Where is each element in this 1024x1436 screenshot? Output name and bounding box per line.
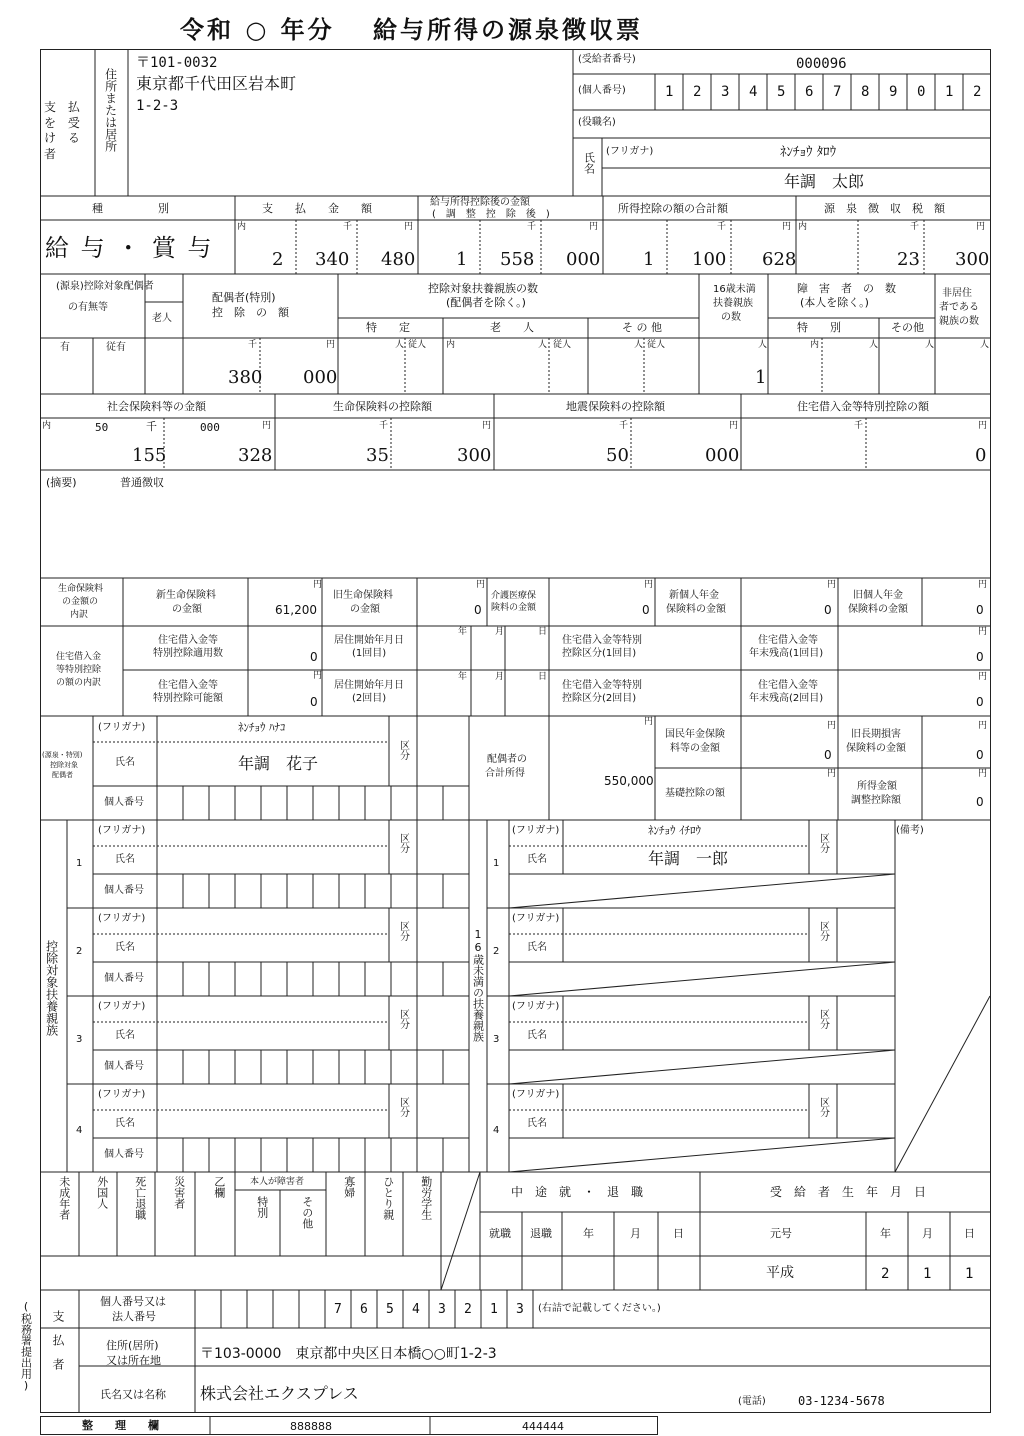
housing-loan-header: 住宅借入金等特別控除の額 (797, 400, 929, 413)
unit-en: 円 (482, 421, 492, 431)
unit-sen: 千 (343, 222, 353, 232)
spouse-income-label: 配偶者の (487, 754, 527, 765)
zandaka1: 0 (976, 650, 984, 664)
tax-thousand: 23 (897, 249, 920, 270)
u16-num-4: 4 (493, 1125, 500, 1136)
new-pension-label2: 保険料の金額 (666, 604, 726, 615)
unit-day: 日 (538, 672, 548, 682)
unit-year: 年 (458, 627, 468, 637)
payer-name: 株式会社エクスプレス (200, 1384, 359, 1403)
unit-en: 円 (262, 421, 272, 431)
chuto-day: 日 (673, 1227, 684, 1240)
dep-kubun-label: 区分 (397, 921, 409, 941)
seiri-value-1: 888888 (290, 1420, 332, 1433)
unit-sen: 千 (379, 421, 389, 431)
dep-personal-no-label: 個人番号 (104, 1149, 144, 1160)
social-uchi-yen: 000 (200, 421, 220, 434)
birth-year: 2 (881, 1266, 890, 1282)
unit-sen: 千 (527, 222, 537, 232)
deduction-total-million: 1 (643, 249, 655, 270)
unit-en: 円 (978, 421, 988, 431)
unit-uchi: 内 (810, 340, 820, 350)
old-pension-amount: 0 (976, 603, 984, 617)
unit-sen: 千 (854, 421, 864, 431)
start2-label2: (2回目) (352, 693, 387, 704)
housing-loan-amount: 0 (975, 445, 987, 466)
personal-no-digit: 4 (749, 84, 758, 100)
after-deduction-header: 給与所得控除後の金額 (430, 197, 530, 208)
adjust-label: 所得金額 (857, 781, 897, 792)
unit-sen: 千 (717, 222, 727, 232)
address-label: 住所または居所 (103, 68, 118, 152)
payer-label: 支払者 (51, 1310, 65, 1382)
start2-label: 居住開始年月日 (334, 680, 404, 691)
u16-furigana-label: (フリガナ) (512, 913, 560, 924)
personal-no-digit: 2 (973, 84, 982, 100)
dependents-label: 控除対象扶養親族 (44, 940, 59, 1036)
kubun1-label2: 控除区分(1回目) (562, 648, 637, 659)
old-life-label2: の金額 (350, 604, 380, 615)
unit-juunin: 従人 (647, 340, 666, 350)
juyu-label: 従有 (106, 342, 126, 353)
kokumin-label: 国民年金保険 (665, 729, 725, 740)
personal-no-digit: 5 (777, 84, 786, 100)
unit-en: 円 (827, 721, 837, 731)
housing-possible-label2: 特別控除可能額 (153, 693, 223, 704)
seiri-value-2: 444444 (522, 1420, 564, 1433)
after-deduction-million: 1 (456, 249, 468, 270)
life-insurance-yen: 300 (457, 445, 492, 466)
flag-disaster: 災害者 (172, 1176, 186, 1209)
dep-kubun-label: 区分 (397, 1097, 409, 1117)
spouse-name: 年調 花子 (238, 754, 319, 773)
recipient-name: 年調 太郎 (784, 172, 865, 191)
quake-insurance-header: 地震保険料の控除額 (566, 400, 665, 413)
u16-kubun-label: 区分 (817, 833, 829, 853)
payer-no-digit: 1 (490, 1302, 498, 1317)
pay-header: 支 払 金 額 (262, 202, 372, 215)
shogai-header: 障 害 者 の 数 (797, 282, 896, 295)
furigana-label: (フリガナ) (606, 146, 654, 157)
zandaka2-label: 住宅借入金等 (758, 680, 818, 691)
flag-disabled-special: 特別 (255, 1196, 269, 1218)
unit-uchi: 内 (42, 421, 52, 431)
unit-nin: 人 (925, 340, 935, 350)
rojin-header: 老 人 (490, 321, 534, 334)
life-detail-label3: 内訳 (70, 610, 89, 620)
after-deduction-yen: 000 (566, 249, 601, 270)
dependents-count-header: 控除対象扶養親族の数 (428, 282, 538, 295)
housing-detail-label3: の額の内訳 (56, 678, 102, 688)
u16-name-label: 氏名 (527, 942, 547, 953)
flag-self-disabled: 本人が障害者 (250, 1177, 305, 1187)
adjust-label2: 調整控除額 (851, 795, 901, 806)
unit-sen: 千 (146, 420, 157, 433)
unit-en: 円 (326, 340, 336, 350)
name-label: 氏名 (582, 152, 596, 174)
social-insurance-thousand: 155 (132, 445, 167, 466)
flag-working-student: 勤労学生 (419, 1176, 433, 1220)
sonota-header: そ の 他 (622, 321, 662, 334)
dep-name-label: 氏名 (115, 854, 135, 865)
spouse-taisho-header: (源泉)控除対象配偶者 (56, 281, 154, 292)
dep-num-2: 2 (76, 946, 83, 957)
old-pension-label2: 保険料の金額 (848, 604, 908, 615)
spouse-umu-header: の有無等 (68, 302, 108, 313)
flag-otsu: 乙欄 (212, 1176, 226, 1198)
recipient-address-line2: 1-2-3 (136, 98, 179, 114)
recipient-furigana: ﾈﾝﾁｮｳ ﾀﾛｳ (780, 145, 837, 160)
recipient-label: 支 払 を 受 け る 者 (44, 100, 84, 161)
new-life-label: 新生命保険料 (156, 590, 216, 601)
spouse-personal-no-label: 個人番号 (104, 797, 144, 808)
payer-addr-label: 住所(居所) (106, 1339, 159, 1352)
unit-en: 円 (729, 421, 739, 431)
payer-no-note: (右詰で記載してください。) (538, 1303, 661, 1314)
unit-sen: 千 (910, 222, 920, 232)
unit-en: 円 (827, 769, 837, 779)
social-uchi-thousand: 50 (95, 421, 109, 434)
unit-month: 月 (495, 672, 505, 682)
u16-first-name: 年調 一郎 (648, 849, 729, 868)
tekiyo-text: 普通徴収 (120, 476, 164, 489)
housing-detail-label2: 等特別控除 (56, 665, 102, 675)
unit-sen: 千 (619, 421, 629, 431)
payer-name-label: 氏名又は名称 (100, 1388, 166, 1401)
dep-num-1: 1 (76, 858, 83, 869)
new-pension-amount: 0 (824, 603, 832, 617)
payer-no-digit: 3 (438, 1302, 446, 1317)
unit-en: 円 (976, 222, 986, 232)
spouse-detail-label3: 配偶者 (52, 771, 73, 779)
unit-nin: 人 (980, 340, 990, 350)
dep-name-label: 氏名 (115, 1118, 135, 1129)
life-detail-label: 生命保険料 (58, 584, 104, 594)
biko-label: (備考) (896, 825, 924, 836)
tax-header: 源 泉 徴 収 税 額 (824, 202, 945, 215)
new-pension-label: 新個人年金 (669, 590, 719, 601)
personal-no-digit: 3 (721, 84, 730, 100)
personal-no-digit: 7 (833, 84, 842, 100)
unit-nin: 人 (634, 340, 644, 350)
zandaka1-label: 住宅借入金等 (758, 635, 818, 646)
birth-year-label: 年 (880, 1227, 891, 1240)
unit-sen: 千 (248, 340, 258, 350)
type-header: 種 別 (92, 202, 169, 215)
payer-addr-label2: 又は所在地 (106, 1354, 161, 1367)
unit-en: 円 (978, 769, 988, 779)
payer-no-digit: 4 (412, 1302, 420, 1317)
recipient-no: 000096 (796, 56, 847, 72)
unit-day: 日 (538, 627, 548, 637)
chuto-header: 中 途 就 ・ 退 職 (511, 1185, 644, 1199)
unit-year: 年 (458, 672, 468, 682)
adjust-amount: 0 (976, 795, 984, 809)
dependents-count-subheader: (配偶者を除く。) (446, 296, 526, 309)
u16-num-3: 3 (493, 1034, 500, 1045)
care-label2: 険料の金額 (491, 603, 537, 613)
start1-label: 居住開始年月日 (334, 635, 404, 646)
payer-no-digit: 5 (386, 1302, 394, 1317)
payer-no-digit: 6 (360, 1302, 368, 1317)
deduction-total-thousand: 100 (692, 249, 727, 270)
spouse-deduction-thousand: 380 (228, 367, 263, 388)
life-detail-label2: の金額の (62, 597, 99, 607)
unit-en: 円 (978, 672, 988, 682)
personal-no-digit: 1 (665, 84, 674, 100)
unit-uchi: 内 (798, 222, 808, 232)
u16-kubun-label: 区分 (817, 1009, 829, 1029)
unit-en: 円 (589, 222, 599, 232)
flag-widow: 寡婦 (342, 1176, 356, 1198)
u16-name-label: 氏名 (527, 1030, 547, 1041)
payer-no-label: 個人番号又は (100, 1295, 166, 1308)
u16-name-label: 氏名 (527, 854, 547, 865)
unit-en: 円 (404, 222, 414, 232)
birth-month: 1 (923, 1266, 932, 1282)
hikyoju-header2: 者である (939, 302, 979, 313)
unit-nin: 人 (395, 340, 405, 350)
u16-num-2: 2 (493, 946, 500, 957)
old-life-label: 旧生命保険料 (333, 590, 393, 601)
unit-en: 円 (644, 717, 654, 727)
housing-count: 0 (310, 650, 318, 664)
unit-en: 円 (827, 580, 837, 590)
unit-uchi: 内 (237, 222, 247, 232)
pay-amount-yen: 480 (381, 249, 416, 270)
pay-amount-million: 2 (272, 249, 284, 270)
unit-month: 月 (495, 627, 505, 637)
old-longterm-amount: 0 (976, 748, 984, 762)
dep-furigana-label: (フリガナ) (98, 1001, 146, 1012)
zandaka2-label2: 年末残高(2回目) (749, 693, 824, 704)
spouse-furigana: ﾈﾝﾁｮｳ ﾊﾅｺ (238, 721, 286, 734)
chuto-year: 年 (583, 1227, 594, 1240)
u16-first-furigana: ﾈﾝﾁｮｳ ｲﾁﾛｳ (648, 824, 701, 837)
unit-en: 円 (313, 671, 323, 681)
life-insurance-thousand: 35 (366, 445, 389, 466)
personal-no-digit: 8 (861, 84, 870, 100)
social-insurance-yen: 328 (238, 445, 273, 466)
flag-death-retirement: 死亡退職 (133, 1176, 147, 1220)
u16-count: 1 (755, 367, 767, 388)
seiri-label: 整 理 欄 (82, 1419, 159, 1432)
shogai-subheader: (本人を除く。) (800, 296, 869, 309)
unit-juunin: 従人 (553, 340, 572, 350)
dep-num-3: 3 (76, 1034, 83, 1045)
payer-no-digit: 7 (334, 1302, 342, 1317)
spouse-income-label2: 合計所得 (485, 768, 525, 779)
tokutei-header: 特 定 (366, 321, 410, 334)
tax-yen: 300 (955, 249, 990, 270)
u16-furigana-label: (フリガナ) (512, 825, 560, 836)
payer-address: 〒103-0000 東京都中央区日本橋○○町1-2-3 (200, 1346, 497, 1362)
spouse-name-label: 氏名 (115, 757, 135, 768)
chuto-month: 月 (630, 1227, 641, 1240)
unit-en: 円 (644, 580, 654, 590)
recipient-no-label: (受給者番号) (578, 54, 636, 65)
u16-furigana-label: (フリガナ) (512, 1089, 560, 1100)
after-deduction-thousand: 558 (500, 249, 535, 270)
spouse-income: 550,000 (604, 774, 654, 788)
tax-office-submission-label: (税務署提出用) (19, 1300, 33, 1392)
spouse-rojin-header: 老人 (152, 313, 172, 324)
kokumin-amount: 0 (824, 748, 832, 762)
unit-nin: 人 (758, 340, 768, 350)
kiso-label: 基礎控除の額 (665, 788, 725, 799)
dep-kubun-label: 区分 (397, 833, 409, 853)
dep-furigana-label: (フリガナ) (98, 1089, 146, 1100)
u16-dependents-label: 16歳未満の扶養親族 (471, 928, 485, 1042)
dep-personal-no-label: 個人番号 (104, 1061, 144, 1072)
recipient-address: 東京都千代田区岩本町 (136, 74, 297, 93)
spouse-kubun-label: 区分 (397, 740, 409, 760)
pay-amount-thousand: 340 (315, 249, 350, 270)
kubun2-label2: 控除区分(2回目) (562, 693, 637, 704)
spouse-detail-label: (源泉・特別) (42, 751, 83, 759)
dep-furigana-label: (フリガナ) (98, 825, 146, 836)
dep-personal-no-label: 個人番号 (104, 973, 144, 984)
new-life-label2: の金額 (172, 604, 202, 615)
chuto-taishoku: 退職 (530, 1227, 552, 1240)
dep-kubun-label: 区分 (397, 1009, 409, 1029)
zandaka1-label2: 年末残高(1回目) (749, 648, 824, 659)
u16-header2: 扶養親族 (713, 298, 753, 309)
flag-single-parent: ひとり親 (381, 1176, 395, 1220)
hikyoju-header: 非居住 (942, 288, 972, 299)
shogai-sonota-header: その他 (891, 321, 924, 334)
quake-insurance-yen: 000 (705, 445, 740, 466)
personal-no-label: (個人番号) (578, 85, 626, 96)
shogai-tokubetsu-header: 特 別 (797, 321, 841, 334)
old-pension-label: 旧個人年金 (853, 590, 903, 601)
unit-en: 円 (313, 580, 323, 590)
flag-minor: 未成年者 (57, 1176, 71, 1220)
personal-no-digit: 1 (945, 84, 954, 100)
old-longterm-label: 旧長期損害 (851, 729, 901, 740)
birth-day: 1 (965, 1266, 974, 1282)
old-life-amount: 0 (474, 603, 482, 617)
personal-no-digit: 0 (917, 84, 926, 100)
zandaka2: 0 (976, 695, 984, 709)
u16-header: 16歳未満 (713, 284, 756, 295)
dep-furigana-label: (フリガナ) (98, 913, 146, 924)
birth-header: 受 給 者 生 年 月 日 (770, 1185, 927, 1199)
page-title: 令和 ○ 年分 給与所得の源泉徴収票 (180, 16, 644, 44)
care-amount: 0 (642, 603, 650, 617)
payer-tel: 03-1234-5678 (798, 1394, 885, 1408)
payer-tel-label: (電話) (738, 1396, 766, 1407)
u16-furigana-label: (フリガナ) (512, 1001, 560, 1012)
deduction-total-yen: 628 (762, 249, 797, 270)
personal-no-digit: 2 (693, 84, 702, 100)
flag-foreigner: 外国人 (95, 1176, 109, 1209)
role-label: (役職名) (578, 117, 616, 128)
spouse-detail-label2: 控除対象 (50, 761, 78, 769)
quake-insurance-thousand: 50 (606, 445, 629, 466)
kubun2-label: 住宅借入金等特別 (562, 680, 642, 691)
deduction-total-header: 所得控除の額の合計額 (618, 202, 728, 215)
housing-count-label2: 特別控除適用数 (153, 648, 223, 659)
unit-en: 円 (978, 627, 988, 637)
birth-era: 平成 (766, 1265, 794, 1281)
dep-num-4: 4 (76, 1125, 83, 1136)
start1-label2: (1回目) (352, 648, 387, 659)
payer-no-digit: 2 (464, 1302, 472, 1317)
unit-en: 円 (782, 222, 792, 232)
dep-name-label: 氏名 (115, 942, 135, 953)
tekiyo-label: (摘要) (46, 476, 77, 489)
hikyoju-header3: 親族の数 (939, 316, 979, 327)
social-insurance-header: 社会保険料等の金額 (107, 400, 206, 413)
u16-name-label: 氏名 (527, 1118, 547, 1129)
care-label: 介護医療保 (491, 591, 537, 601)
after-deduction-subheader: ( 調 整 控 除 後 ) (432, 209, 550, 220)
old-longterm-label2: 保険料の金額 (846, 743, 906, 754)
unit-en: 円 (978, 580, 988, 590)
spouse-deduction-header2: 控 除 の 額 (212, 306, 289, 319)
u16-kubun-label: 区分 (817, 1097, 829, 1117)
life-insurance-header: 生命保険料の控除額 (333, 400, 432, 413)
dep-name-label: 氏名 (115, 1030, 135, 1041)
housing-detail-label: 住宅借入金 (56, 652, 102, 662)
u16-num-1: 1 (493, 858, 500, 869)
personal-no-digit: 6 (805, 84, 814, 100)
unit-nin: 人 (869, 340, 879, 350)
spouse-deduction-yen: 000 (303, 367, 338, 388)
housing-possible-label: 住宅借入金等 (158, 680, 218, 691)
payer-no-label2: 法人番号 (112, 1310, 156, 1323)
flag-disabled-other: その他 (300, 1196, 314, 1229)
kokumin-label2: 料等の金額 (670, 743, 720, 754)
yu-label: 有 (60, 342, 70, 353)
unit-juunin: 従人 (408, 340, 427, 350)
spouse-deduction-header: 配偶者(特別) (212, 291, 276, 304)
personal-no-digit: 9 (889, 84, 898, 100)
unit-uchi: 内 (446, 340, 456, 350)
birth-month-label: 月 (922, 1227, 933, 1240)
unit-en: 円 (978, 721, 988, 731)
new-life-amount: 61,200 (275, 603, 317, 617)
unit-nin: 人 (538, 340, 548, 350)
chuto-shushoku: 就職 (489, 1227, 511, 1240)
kubun1-label: 住宅借入金等特別 (562, 635, 642, 646)
payment-type: 給 与 ・ 賞 与 (45, 234, 214, 262)
spouse-furigana-label: (フリガナ) (98, 722, 146, 733)
unit-en: 円 (476, 580, 486, 590)
birth-era-label: 元号 (770, 1227, 792, 1240)
birth-day-label: 日 (964, 1227, 975, 1240)
housing-possible: 0 (310, 695, 318, 709)
u16-header3: の数 (721, 312, 741, 323)
dep-personal-no-label: 個人番号 (104, 885, 144, 896)
payer-no-digit: 3 (516, 1302, 524, 1317)
u16-kubun-label: 区分 (817, 921, 829, 941)
housing-count-label: 住宅借入金等 (158, 635, 218, 646)
recipient-postal: 〒101-0032 (136, 55, 218, 71)
